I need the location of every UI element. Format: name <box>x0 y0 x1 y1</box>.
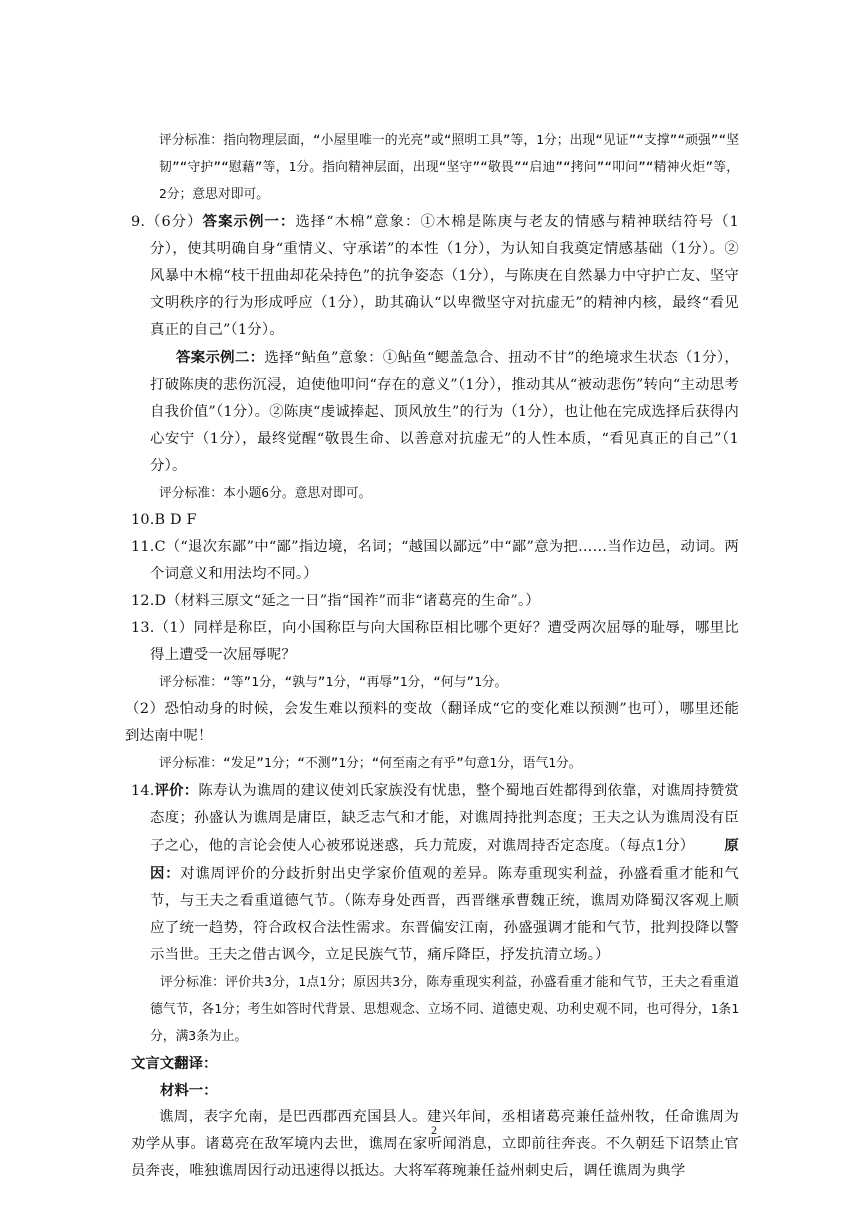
question-number: 14. <box>131 783 155 799</box>
answer-q13-part2: （2）恐怕动身的时候，会发生难以预料的变故（翻译成“它的变化难以预测”也可），哪里还能到达南中呢！ <box>125 701 739 744</box>
evaluation-text: 陈寿认为谯周的建议使刘氏家族没有忧患，整个蜀地百姓都得到依靠，对谯周持赞赏态度；孙盛认为谯周是庸臣，缺乏志气和才能，对谯周持批判态度；王夫之认为谯周没有臣子之心，他的言论会使人心被邪说迷惑，兵力荒废，对谯周持否定态度。（每点1分） <box>150 783 739 854</box>
answer-q13-part1: 13.（1）同样是称臣，向小国称臣与向大国称臣相比哪个更好？遭受两次屈辱的耻辱，哪里比得上遭受一次屈辱呢？ <box>131 620 739 663</box>
answer-q11: 11.C（“退次东鄙”中“鄙”指边境，名词；“越国以鄙远”中“鄙”意为把……当作边邑，动词。两个词意义和用法均不同。） <box>131 539 739 582</box>
example-text: 选择“木棉”意象：①木棉是陈庚与老友的情感与精神联结符号（1分），使其明确自身“重情义、守承诺”的本性（1分），为认知自我奠定情感基础（1分）。②风暴中木棉“枝干扭曲却花朵持色”的抗争姿态（1分），与陈庚在自然暴力中守护亡友、坚守文明秩序的行为形成呼应（1分），助其确认“以卑微坚守对抗虚无”的精神内核，最终“看见真正的自己”（1分）。 <box>150 214 739 338</box>
scoring-standard-q8: 评分标准：指向物理层面，“小屋里唯一的光亮”或“照明工具”等，1分；出现“见证”“支撑”“顽强”“坚韧”“守护”“慰藉”等，1分。指向精神层面，出现“坚守”“敬畏”“启迪”“拷问”“叩问”“精神火炬”等，2分；意思对即可。 <box>159 133 739 202</box>
example-label: 答案示例一： <box>202 213 296 230</box>
translation-heading: 文言文翻译： <box>131 1055 218 1072</box>
example-text: 选择“鲇鱼”意象：①鲇鱼“鳃盖急合、扭动不甘”的绝境求生状态（1分），打破陈庚的悲伤沉浸，迫使他叩问“存在的意义”（1分），推动其从“被动悲伤”转向“主动思考自我价值”（1分）。②陈庚“虔诚捧起、顶风放生”的行为（1分），也让他在完成选择后获得内心安宁（1分），最终觉醒“敬畏生命、以善意对抗虚无”的人性本质，“看见真正的自己”（1分）。 <box>150 350 740 474</box>
scoring-standard-q14: 评分标准：评价共3分，1点1分；原因共3分，陈寿重现实利益，孙盛看重才能和气节，王夫之看重道德气节，各1分；考生如答时代背景、思想观念、立场不同、道德史观、功利史观不同，也可得分，1条1分，满3条为止。 <box>150 975 739 1044</box>
answer-q12: 12.D（材料三原文“延之一日”指“国祚”而非“诸葛亮的生命”。） <box>131 593 540 609</box>
question-number: 9.（6分） <box>131 214 203 230</box>
scoring-standard-q13-1: 评分标准：“等”1分，“孰与”1分，“再辱”1分，“何与”1分。 <box>159 675 508 690</box>
answer-q9-example1 <box>131 208 739 344</box>
reason-text: 对谯周评价的分歧折射出史学家价值观的差异。陈寿重现实利益，孙盛看重才能和气节，与王夫之看重道德气节。（陈寿身处西晋，西晋继承曹魏正统，谯周劝降蜀汉客观上顺应了统一趋势，符合政权合法性需求。东晋偏安江南，孙盛强调才能和气节，批判投降以警示当世。王夫之借古讽今，立足民族气节，痛斥降臣，抒发抗清立场。） <box>150 866 739 963</box>
reason-label: 原因： <box>150 837 739 882</box>
translation-text: 谯周，表字允南，是巴西郡西充国县人。建兴年间，丞相诸葛亮兼任益州牧，任命谯周为劝学从事。诸葛亮在敌军境内去世，谯周在家听闻消息，立即前往奔丧。不久朝廷下诏禁止官员奔丧，唯独谯周因行动迅速得以抵达。大将军蒋琬兼任益州刺史后，调任谯周为典学 <box>131 1109 739 1179</box>
scoring-standard-q13-2: 评分标准：“发足”1分；“不测”1分；“何至南之有乎”句意1分，语气1分。 <box>159 756 582 771</box>
answer-q10: 10.B D F <box>131 512 197 528</box>
document-body <box>125 127 740 1185</box>
evaluation-label: 评价： <box>154 782 199 799</box>
material-one-heading: 材料一： <box>160 1082 218 1099</box>
answer-q9-example2 <box>131 344 739 480</box>
answer-q14 <box>131 777 739 969</box>
page-number: 2 <box>431 1123 437 1137</box>
example-label: 答案示例二： <box>176 349 265 366</box>
scoring-standard-q9: 评分标准：本小题6分。意思对即可。 <box>159 486 372 501</box>
